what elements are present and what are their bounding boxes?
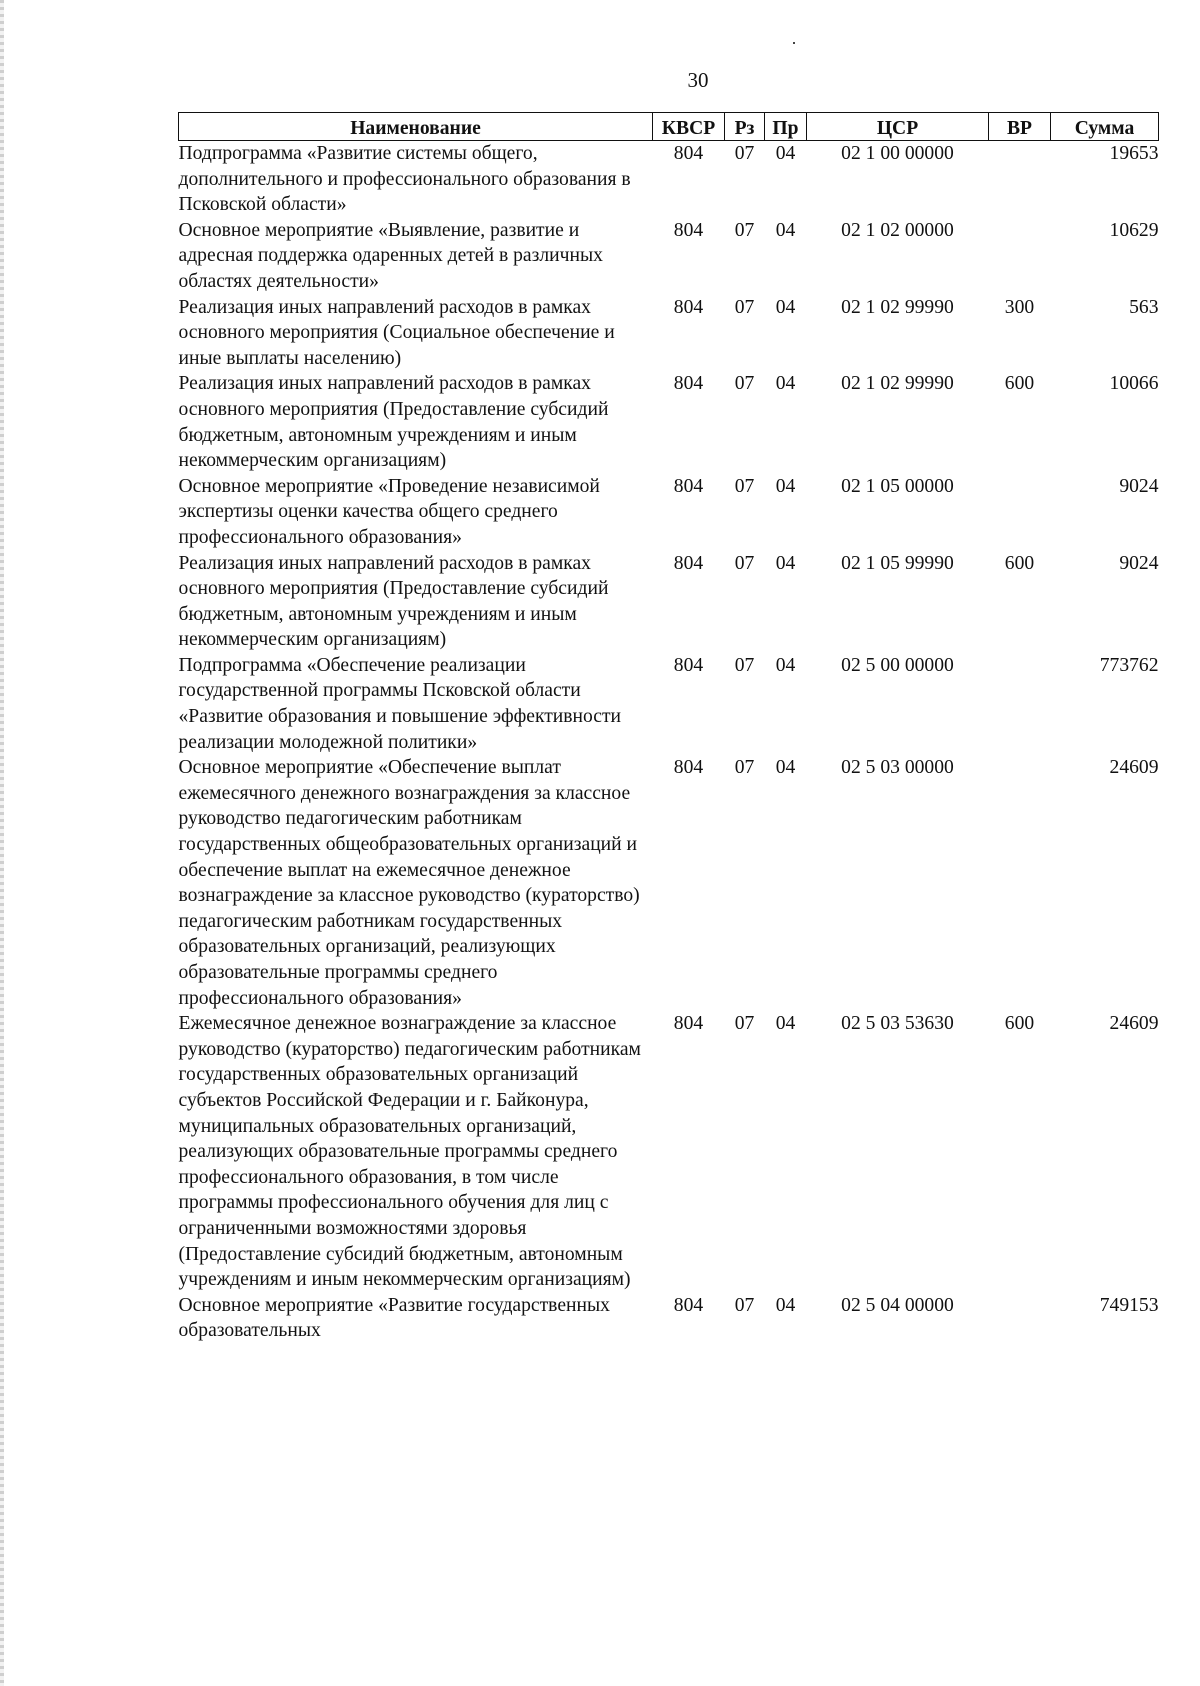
row-name: Ежемесячное денежное вознаграждение за классное руководство (кураторство) педагогическим работникам государственных образовательных организаций субъектов Российской Федерации и г. Байконура, муниципальных образовательных организаций, реализующих образовательные программы среднего профессионального образования, в том числе программы профессионального обучения для лиц с ограниченными возможностями здоровья (Предоставление субсидий бюджетным, автономным учреждениям и иным некоммерческим организациям) [178, 1013, 641, 1291]
row-name: Подпрограмма «Развитие системы общего, дополнительного и профессионального образования в Псковской области» [178, 143, 631, 216]
row-vr [989, 755, 1051, 1011]
row-vr [989, 474, 1051, 551]
row-rz: 07 [734, 475, 755, 497]
row-rz: 07 [734, 143, 755, 164]
row-vr [989, 653, 1051, 755]
row-name: Основное мероприятие «Обеспечение выплат ежемесячного денежного вознаграждения за классное руководство педагогическим работникам государственных общеобразовательных организаций и обеспечение выплат на ежемесячное денежное вознаграждение за классное руководство (кураторство) педагогическим работникам государственных образовательных организаций, реализующих образовательные программы среднего профессионального образования» [178, 757, 640, 1009]
row-csr: 02 1 02 00000 [841, 219, 954, 241]
row-kvsr: 804 [673, 475, 704, 497]
table-row [179, 1293, 1159, 1344]
row-sum: 10066 [1109, 373, 1159, 395]
row-csr: 02 1 05 99990 [841, 552, 954, 574]
row-kvsr: 804 [673, 143, 704, 164]
row-name: Основное мероприятие «Выявление, развитие и адресная поддержка одаренных детей в различных областях деятельности» [178, 219, 603, 292]
page-number: 30 [687, 68, 709, 92]
row-vr: 600 [1004, 1013, 1035, 1035]
row-vr: 600 [1004, 373, 1035, 395]
row-csr: 02 1 02 99990 [841, 296, 954, 318]
row-pr: 04 [775, 757, 796, 779]
table-row [179, 371, 1159, 473]
row-rz: 07 [734, 1013, 755, 1035]
row-kvsr: 804 [673, 654, 704, 676]
row-kvsr: 804 [673, 296, 704, 318]
row-pr: 04 [775, 475, 796, 497]
table-row [179, 474, 1159, 551]
row-name: Реализация иных направлений расходов в рамках основного мероприятия (Социальное обеспечение и иные выплаты населению) [178, 296, 615, 369]
table-row [179, 218, 1159, 295]
row-pr: 04 [775, 1013, 796, 1035]
row-rz: 07 [734, 296, 755, 318]
header-vr: ВР [989, 113, 1051, 141]
row-name: Подпрограмма «Обеспечение реализации государственной программы Псковской области «Развитие образования и повышение эффективности реализации молодежной политики» [178, 654, 622, 753]
header-csr: ЦСР [807, 113, 989, 141]
scan-edge-artifact [0, 0, 4, 1686]
row-sum: 24609 [1109, 1013, 1159, 1035]
row-rz: 07 [734, 552, 755, 574]
row-pr: 04 [775, 373, 796, 395]
row-csr: 02 1 02 99990 [841, 373, 954, 395]
row-rz: 07 [734, 757, 755, 779]
row-sum: 24609 [1109, 757, 1159, 779]
row-sum: 563 [1129, 296, 1159, 318]
row-kvsr: 804 [673, 219, 704, 241]
row-csr: 02 5 04 00000 [841, 1294, 954, 1316]
table-row [179, 1011, 1159, 1293]
header-kvsr: КВСР [653, 113, 725, 141]
budget-table [178, 112, 1159, 1344]
table-row [179, 653, 1159, 755]
scan-speck [793, 42, 795, 44]
row-vr: 300 [1004, 296, 1035, 318]
row-vr: 600 [1004, 552, 1035, 574]
row-vr [989, 218, 1051, 295]
table-header-row [179, 113, 1159, 141]
row-rz: 07 [734, 654, 755, 676]
row-sum: 773762 [1099, 654, 1159, 676]
row-csr: 02 1 05 00000 [841, 475, 954, 497]
row-vr [989, 141, 1051, 218]
row-kvsr: 804 [673, 1294, 704, 1316]
row-pr: 04 [775, 552, 796, 574]
row-kvsr: 804 [673, 757, 704, 779]
row-csr: 02 5 00 00000 [841, 654, 954, 676]
row-pr: 04 [775, 143, 796, 164]
row-kvsr: 804 [673, 373, 704, 395]
table-row [179, 295, 1159, 372]
row-pr: 04 [775, 1294, 796, 1316]
row-pr: 04 [775, 296, 796, 318]
row-kvsr: 804 [673, 552, 704, 574]
row-pr: 04 [775, 219, 796, 241]
row-name: Основное мероприятие «Развитие государственных образовательных [178, 1294, 610, 1342]
header-rz: Рз [725, 113, 765, 141]
row-kvsr: 804 [673, 1013, 704, 1035]
row-sum: 9024 [1119, 552, 1159, 574]
row-name: Реализация иных направлений расходов в рамках основного мероприятия (Предоставление субсидий бюджетным, автономным учреждениям и иным некоммерческим организациям) [178, 552, 609, 651]
row-sum: 9024 [1119, 475, 1159, 497]
row-name: Основное мероприятие «Проведение независимой экспертизы оценки качества общего среднего профессионального образования» [178, 475, 600, 548]
row-csr: 02 5 03 53630 [841, 1013, 954, 1035]
table-row [179, 141, 1159, 218]
table-row [179, 755, 1159, 1011]
header-pr: Пр [765, 113, 807, 141]
table-row [179, 551, 1159, 653]
row-vr [989, 1293, 1051, 1344]
header-sum: Сумма [1051, 113, 1159, 141]
row-name: Реализация иных направлений расходов в рамках основного мероприятия (Предоставление субсидий бюджетным, автономным учреждениям и иным некоммерческим организациям) [178, 373, 609, 472]
row-pr: 04 [775, 654, 796, 676]
header-name: Наименование [179, 113, 653, 141]
row-sum: 10629 [1109, 219, 1159, 241]
row-rz: 07 [734, 1294, 755, 1316]
row-csr: 02 1 00 00000 [841, 143, 954, 164]
row-rz: 07 [734, 219, 755, 241]
row-sum: 19653 [1109, 143, 1159, 164]
row-sum: 749153 [1099, 1294, 1159, 1316]
row-rz: 07 [734, 373, 755, 395]
row-csr: 02 5 03 00000 [841, 757, 954, 779]
